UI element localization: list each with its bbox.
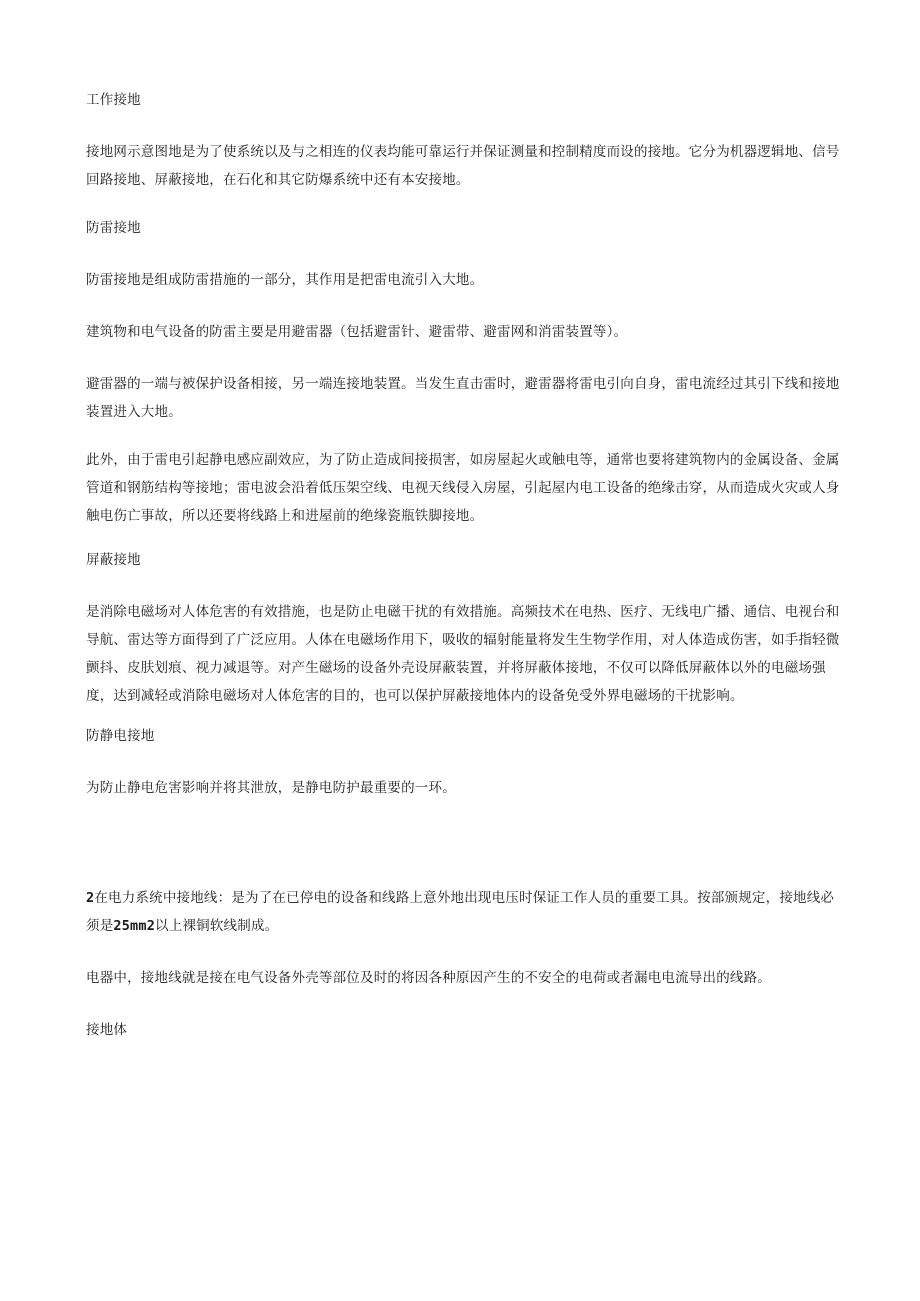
heading-shield-ground: 屏蔽接地 bbox=[86, 552, 141, 568]
paragraph-antistatic-ground: 为防止静电危害影响并将其泄放，是静电防护最重要的一环。 bbox=[86, 780, 456, 796]
heading-antistatic-ground: 防静电接地 bbox=[86, 728, 155, 744]
paragraph-induction-effect: 此外，由于雷电引起静电感应副效应，为了防止造成间接损害，如房屋起火或触电等，通常也要将建筑物内的金属设备、金属管道和钢筋结构等接地；雷电波会沿着低压架空线、电视天线侵入房屋，引起屋内电工设备的绝缘击穿，从而造成火灾或人身触电伤亡事故，所以还要将线路上和进屋前的绝缘瓷瓶铁脚接地。 bbox=[86, 452, 840, 524]
paragraph-arrester-connection: 避雷器的一端与被保护设备相接，另一端连接地装置。当发生直击雷时，避雷器将雷电引向自身，雷电流经过其引下线和接地装置进入大地。 bbox=[86, 376, 840, 420]
ground-wire-tail: 以上裸铜软线制成。 bbox=[155, 918, 279, 934]
paragraph-ground-wire bbox=[86, 884, 846, 940]
paragraph-lightning-ground-intro: 防雷接地是组成防雷措施的一部分，其作用是把雷电流引入大地。 bbox=[86, 272, 484, 288]
paragraph-appliance-ground-wire: 电器中，接地线就是接在电气设备外壳等部位及时的将因各种原因产生的不安全的电荷或者漏电电流导出的线路。 bbox=[86, 970, 771, 986]
heading-lightning-ground: 防雷接地 bbox=[86, 220, 141, 236]
paragraph-working-ground: 接地网示意图地是为了使系统以及与之相连的仪表均能可靠运行并保证测量和控制精度而设的接地。它分为机器逻辑地、信号回路接地、屏蔽接地，在石化和其它防爆系统中还有本安接地。 bbox=[86, 144, 840, 188]
heading-working-ground: 工作接地 bbox=[86, 92, 141, 108]
ground-wire-text: 在电力系统中接地线：是为了在已停电的设备和线路上意外地出现电压时保证工作人员的重要工具。按部颁规定，接地线必须是 bbox=[86, 890, 835, 934]
paragraph-lightning-arrester: 建筑物和电气设备的防雷主要是用避雷器（包括避雷针、避雷带、避雷网和消雷装置等）。 bbox=[86, 324, 628, 340]
paragraph-shield-ground: 是消除电磁场对人体危害的有效措施，也是防止电磁干扰的有效措施。高频技术在电热、医疗、无线电广播、通信、电视台和导航、雷达等方面得到了广泛应用。人体在电磁场作用下，吸收的辐射能量将发生生物学作用，对人体造成伤害，如手指轻微颤抖、皮肤划痕、视力减退等。对产生磁场的设备外壳设屏蔽装置，并将屏蔽体接地，不仅可以降低屏蔽体以外的电磁场强度，达到减轻或消除电磁场对人体危害的目的，也可以保护屏蔽接地体内的设备免受外界电磁场的干扰影响。 bbox=[86, 604, 840, 704]
paragraph-number: 2 bbox=[86, 890, 95, 906]
wire-spec: 25mm2 bbox=[113, 918, 156, 934]
heading-ground-body: 接地体 bbox=[86, 1022, 128, 1038]
